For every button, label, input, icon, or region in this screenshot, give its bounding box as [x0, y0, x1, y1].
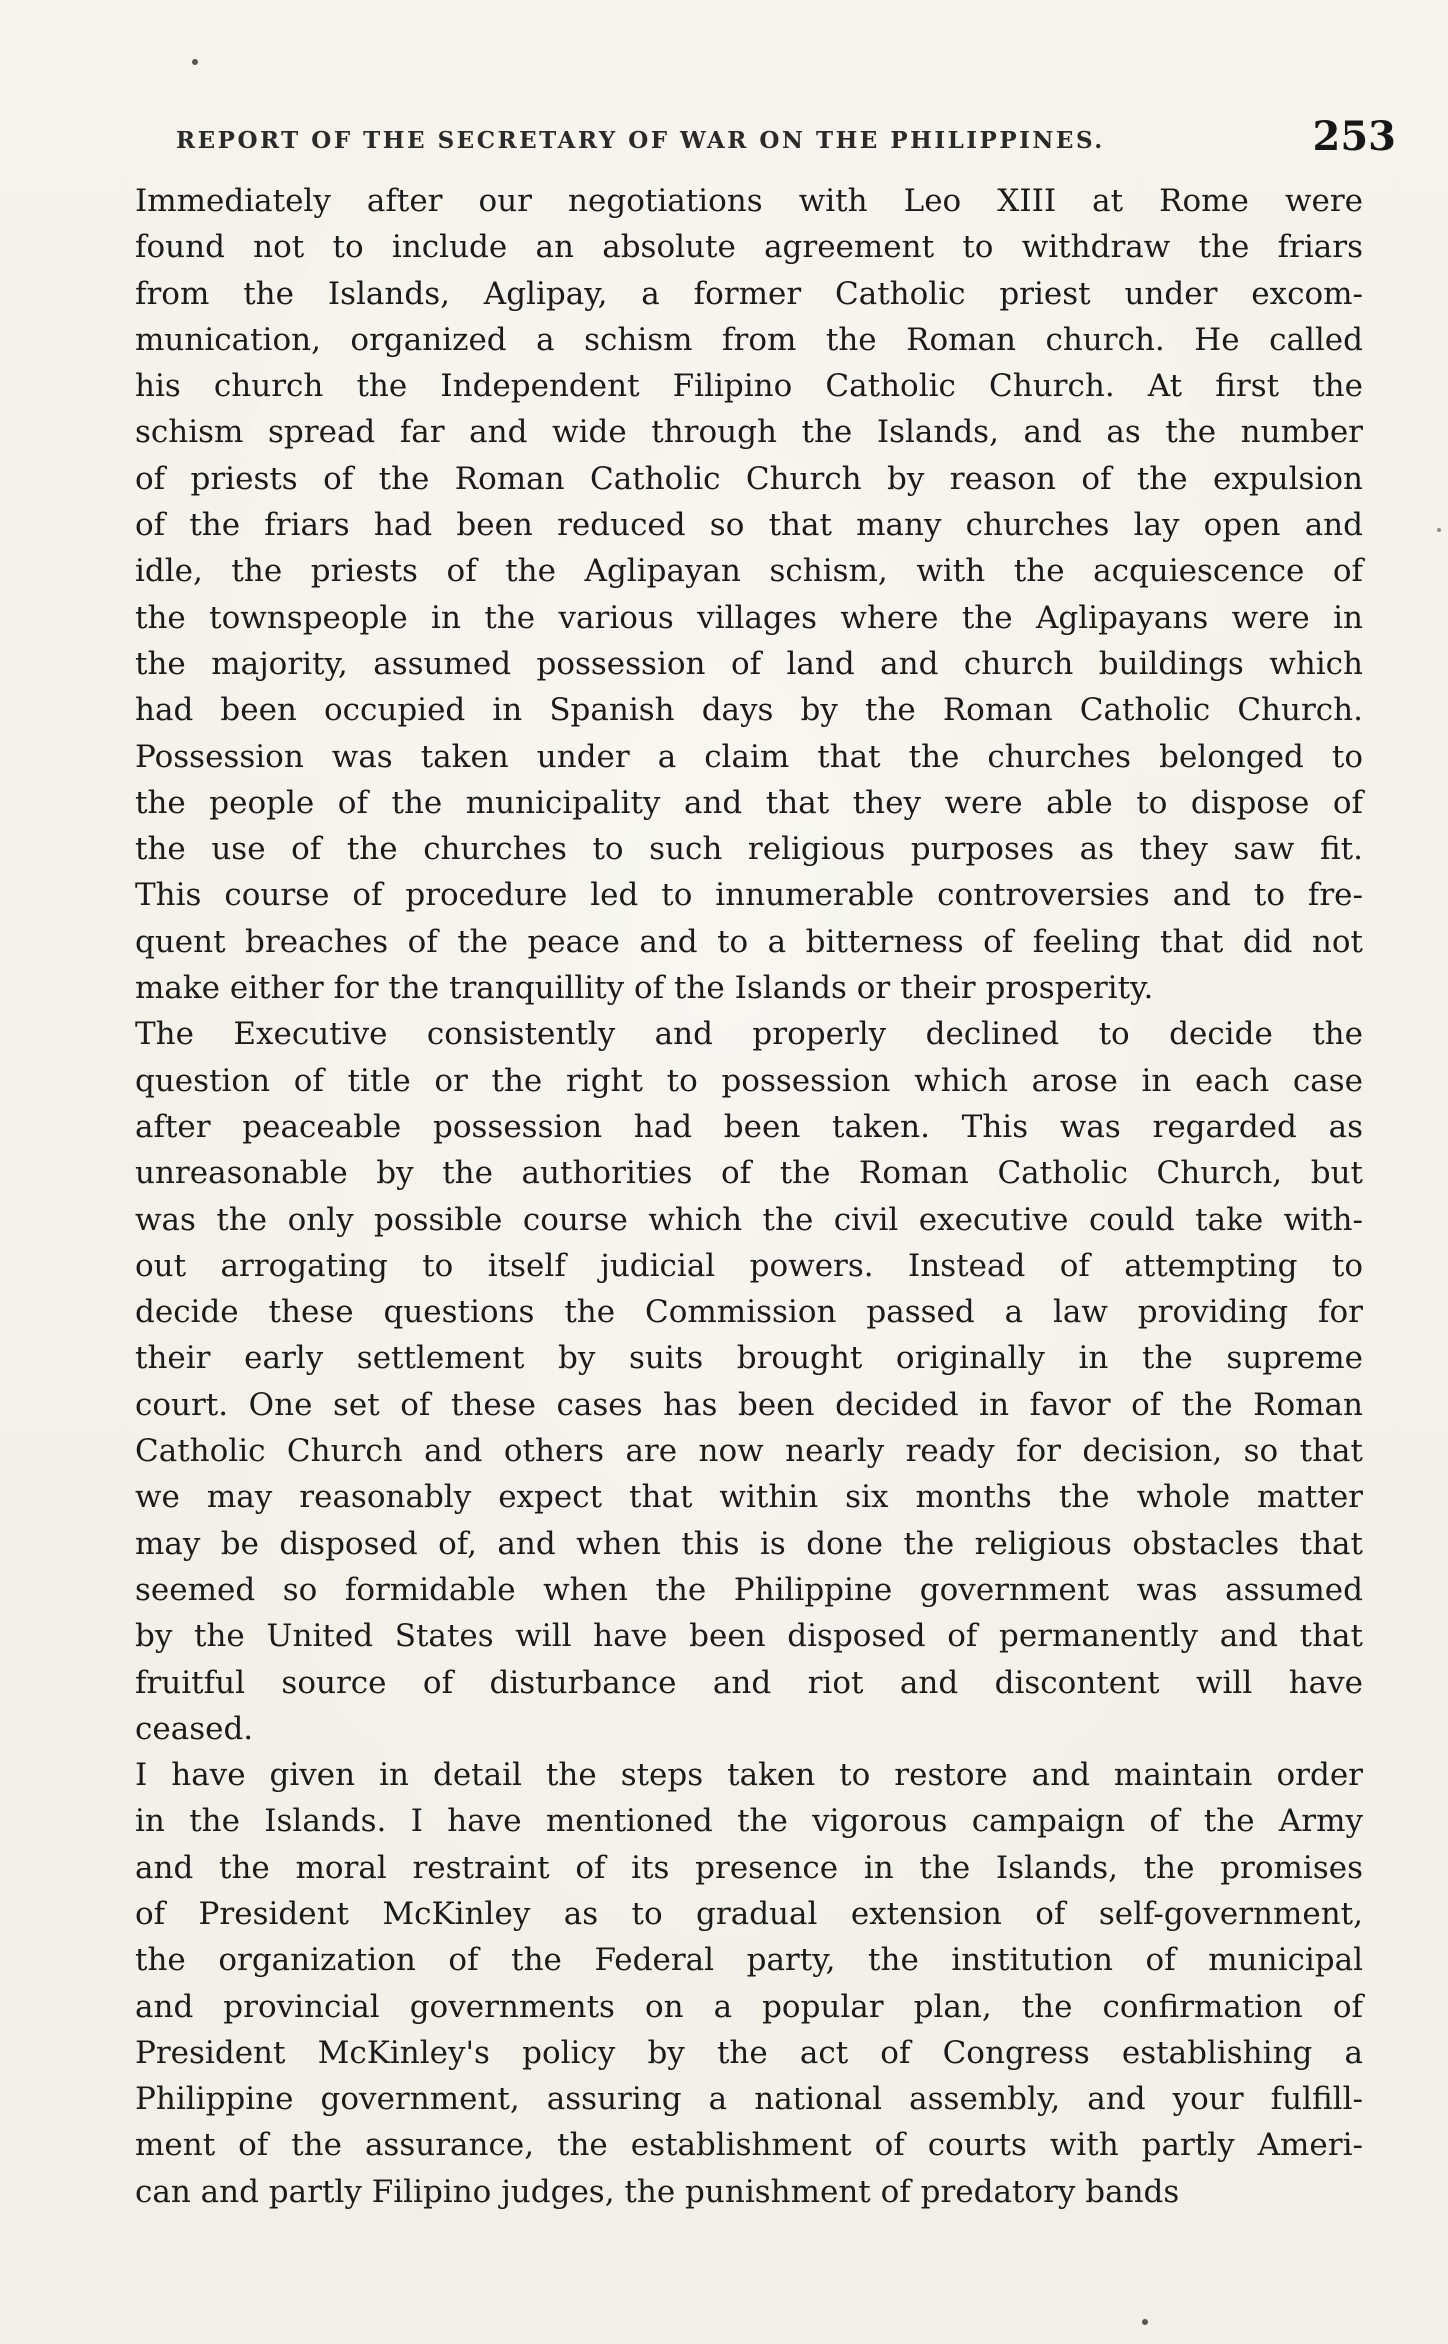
text-line: schism spread far and wide through the Islands, and as the number — [135, 414, 1363, 451]
text-line: the townspeople in the various villages where the Aglipayans were in — [135, 599, 1363, 636]
text-line: out arrogating to itself judicial powers. Instead of attempting to — [135, 1247, 1363, 1284]
ink-speck-bottom — [1142, 2319, 1148, 2325]
text-line: found not to include an absolute agreement to withdraw the friars — [135, 229, 1363, 266]
page-header — [176, 113, 1396, 161]
text-line: make either for the tranquillity of the Islands or their prosperity. — [135, 970, 1154, 1007]
text-line: quent breaches of the peace and to a bitterness of feeling that did not — [135, 923, 1363, 960]
text-line: may be disposed of, and when this is done the religious obstacles that — [135, 1525, 1363, 1562]
paragraph-order-summary — [93, 1752, 1363, 2215]
text-line: ment of the assurance, the establishment of courts with partly Ameri- — [135, 2127, 1363, 2164]
page-number: 253 — [1312, 113, 1396, 160]
text-line: This course of procedure led to innumerable controversies and to fre- — [135, 877, 1363, 914]
text-line: Catholic Church and others are now nearly ready for decision, so that — [135, 1433, 1363, 1470]
text-line: question of title or the right to possession which arose in each case — [135, 1062, 1363, 1099]
text-line: by the United States will have been disposed of permanently and that — [135, 1618, 1363, 1655]
text-line: Immediately after our negotiations with Leo XIII at Rome were — [135, 183, 1363, 219]
text-line: the use of the churches to such religious purposes as they saw fit. — [135, 831, 1363, 868]
text-line: munication, organized a schism from the Roman church. He called — [135, 321, 1363, 358]
text-line: in the Islands. I have mentioned the vigorous campaign of the Army — [135, 1803, 1363, 1840]
body-text — [93, 178, 1363, 2215]
text-line: seemed so formidable when the Philippine government was assumed — [135, 1571, 1363, 1608]
text-line: his church the Independent Filipino Catholic Church. At first the — [135, 368, 1363, 405]
text-line: was the only possible course which the civil executive could take with- — [135, 1201, 1363, 1238]
ink-speck-top — [192, 59, 198, 65]
text-line: and provincial governments on a popular plan, the confirmation of — [135, 1988, 1363, 2025]
text-line: ceased. — [135, 1710, 254, 1747]
text-line: idle, the priests of the Aglipayan schism, with the acquiescence of — [135, 553, 1363, 590]
text-line: Philippine government, assuring a national assembly, and your fulfill- — [135, 2081, 1363, 2118]
text-line: the organization of the Federal party, the institution of municipal — [135, 1942, 1363, 1979]
paragraph-aglipayan-schism — [93, 178, 1363, 1011]
text-line: after peaceable possession had been taken. This was regarded as — [135, 1108, 1363, 1145]
text-line: court. One set of these cases has been decided in favor of the Roman — [135, 1386, 1363, 1423]
text-line: President McKinley's policy by the act of Congress establishing a — [135, 2034, 1363, 2071]
text-line: Possession was taken under a claim that the churches belonged to — [135, 738, 1363, 775]
paragraph-executive-decision — [93, 1011, 1363, 1752]
text-line: from the Islands, Aglipay, a former Catholic priest under excom- — [135, 275, 1363, 312]
text-line: and the moral restraint of its presence in the Islands, the promises — [135, 1849, 1363, 1886]
running-title: REPORT OF THE SECRETARY OF WAR ON THE PHILIPPINES. — [176, 127, 1105, 154]
text-line: The Executive consistently and properly declined to decide the — [135, 1016, 1363, 1053]
text-line: of the friars had been reduced so that many churches lay open and — [135, 507, 1363, 544]
text-line: of President McKinley as to gradual extension of self-government, — [135, 1895, 1363, 1932]
text-line: unreasonable by the authorities of the Roman Catholic Church, but — [135, 1155, 1363, 1192]
text-line: can and partly Filipino judges, the punishment of predatory bands — [135, 2173, 1180, 2210]
text-line: of priests of the Roman Catholic Church by reason of the expulsion — [135, 460, 1363, 497]
ink-speck-right — [1437, 528, 1441, 532]
text-line: the people of the municipality and that they were able to dispose of — [135, 784, 1363, 821]
text-line: fruitful source of disturbance and riot and discontent will have — [135, 1664, 1363, 1701]
text-line: we may reasonably expect that within six months the whole matter — [135, 1479, 1363, 1516]
text-line: their early settlement by suits brought originally in the supreme — [135, 1340, 1363, 1377]
text-line: had been occupied in Spanish days by the Roman Catholic Church. — [135, 692, 1363, 729]
text-line: the majority, assumed possession of land and church buildings which — [135, 645, 1363, 682]
text-line: I have given in detail the steps taken to restore and maintain order — [135, 1757, 1363, 1794]
text-line: decide these questions the Commission passed a law providing for — [135, 1294, 1363, 1331]
